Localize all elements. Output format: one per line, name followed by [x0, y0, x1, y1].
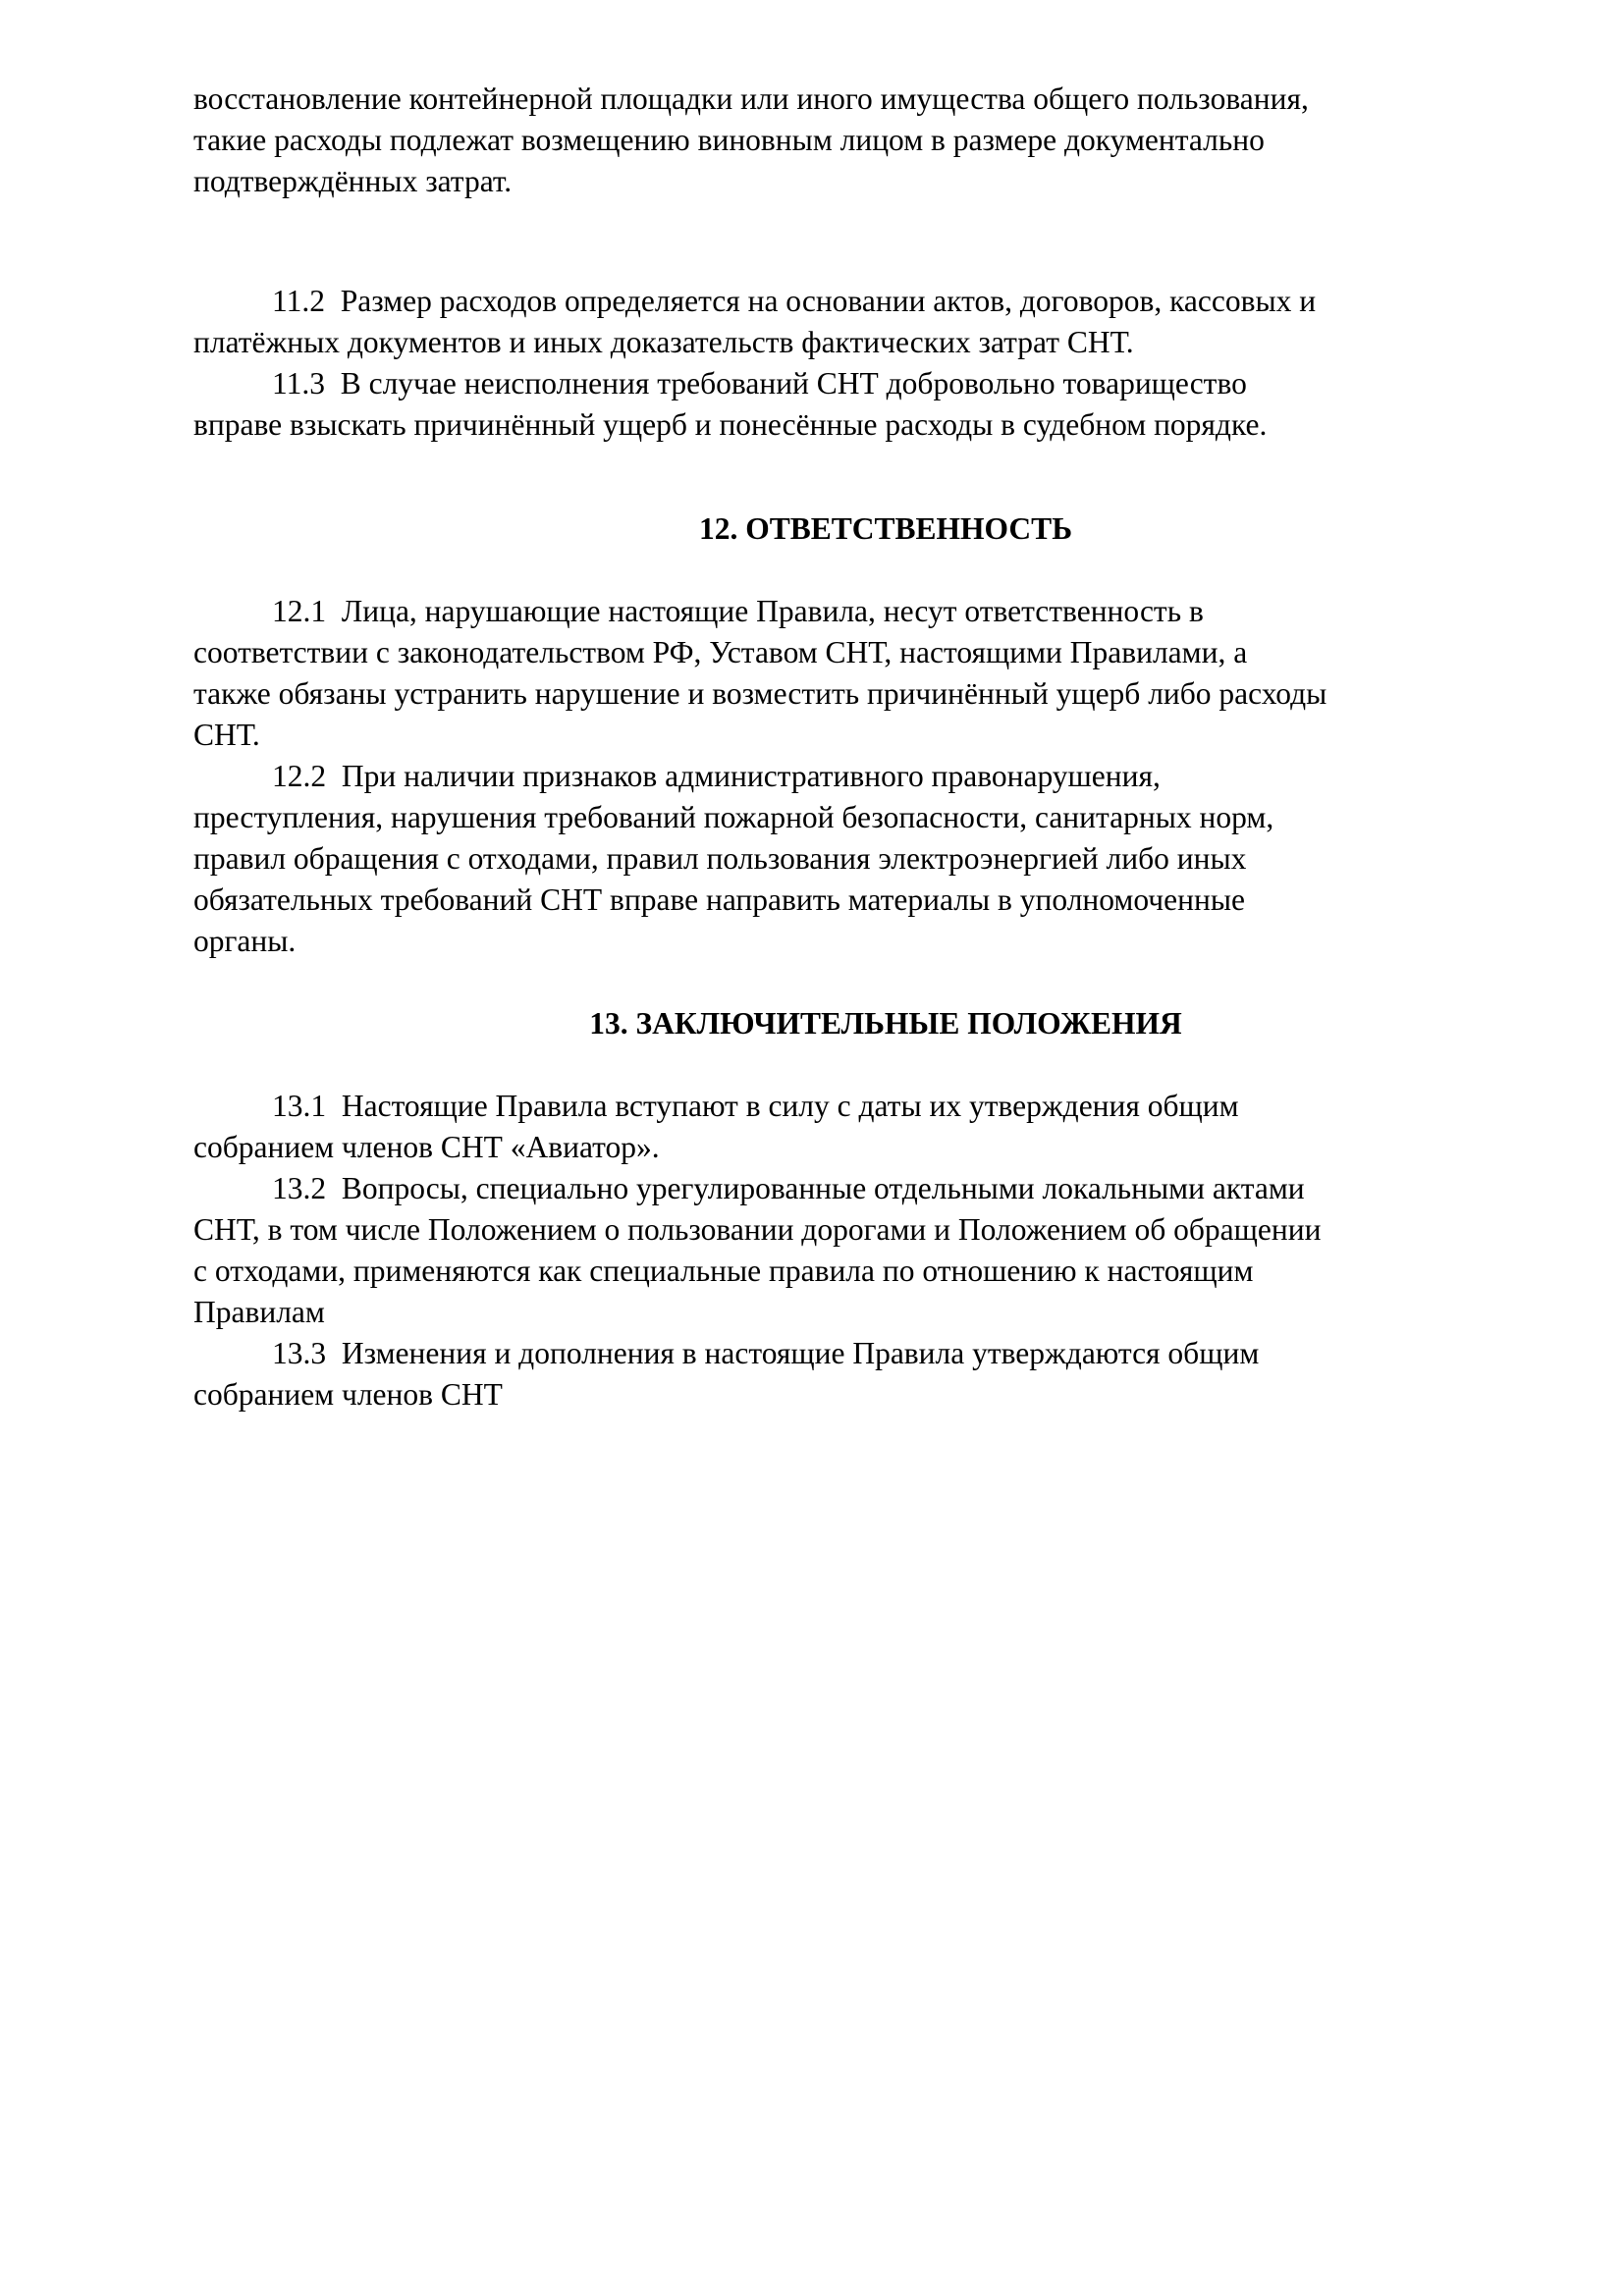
spacer: [193, 1044, 1578, 1086]
clause-11-3: [193, 363, 1578, 446]
paragraph-line: подтверждённых затрат.: [193, 164, 513, 198]
paragraph-line: с отходами, применяются как специальные правила по отношению к настоящим: [193, 1254, 1254, 1288]
clause-number: 12.2: [272, 759, 327, 793]
clause-13-1: [193, 1086, 1578, 1168]
spacer: [193, 202, 1578, 281]
paragraph-line: соответствии с законодательством РФ, Уставом СНТ, настоящими Правилами, а: [193, 635, 1248, 669]
clause-11-2: [193, 281, 1578, 363]
clause-text: Лица, нарушающие настоящие Правила, несут ответственность в: [341, 594, 1204, 628]
paragraph-line: СНТ, в том числе Положением о пользовании дорогами и Положением об обращении: [193, 1212, 1322, 1247]
paragraph-line: также обязаны устранить нарушение и возместить причинённый ущерб либо расходы: [193, 676, 1327, 711]
paragraph-line: платёжных документов и иных доказательств фактических затрат СНТ.: [193, 325, 1134, 359]
section-12-heading: 12. ОТВЕТСТВЕННОСТЬ: [698, 511, 1073, 546]
paragraph-line: правил обращения с отходами, правил пользования электроэнергией либо иных: [193, 841, 1247, 876]
clause-13-2: [193, 1168, 1578, 1333]
spacer: [193, 446, 1578, 508]
clause-text: Настоящие Правила вступают в силу с даты их утверждения общим: [341, 1089, 1239, 1123]
paragraph-line: органы.: [193, 924, 297, 958]
paragraph-line: вправе взыскать причинённый ущерб и понесённые расходы в судебном порядке.: [193, 407, 1268, 442]
intro-continuation-paragraph: [193, 79, 1578, 202]
clause-first-line: [193, 756, 1578, 797]
clause-number: 11.3: [272, 366, 325, 400]
section-13-heading: 13. ЗАКЛЮЧИТЕЛЬНЫЕ ПОЛОЖЕНИЯ: [589, 1006, 1182, 1041]
clause-first-line: [193, 1168, 1578, 1209]
clause-number: 13.3: [272, 1336, 327, 1370]
clause-text: Изменения и дополнения в настоящие Правила утверждаются общим: [341, 1336, 1260, 1370]
paragraph-line: обязательных требований СНТ вправе направить материалы в уполномоченные: [193, 882, 1245, 917]
clause-first-line: [193, 1333, 1578, 1374]
spacer: [193, 962, 1578, 1003]
clause-text: Вопросы, специально урегулированные отдельными локальными актами: [341, 1171, 1305, 1205]
clause-12-1: [193, 591, 1578, 756]
clause-text: При наличии признаков административного правонарушения,: [341, 759, 1161, 793]
paragraph-line: собранием членов СНТ: [193, 1377, 503, 1412]
clause-12-2: [193, 756, 1578, 962]
paragraph-line: собранием членов СНТ «Авиатор».: [193, 1130, 660, 1164]
clause-13-3: [193, 1333, 1578, 1415]
clause-first-line: [193, 1086, 1578, 1127]
clause-number: 11.2: [272, 284, 325, 318]
document-page: [193, 79, 1578, 1415]
clause-text: В случае неисполнения требований СНТ добровольно товарищество: [340, 366, 1247, 400]
spacer: [193, 550, 1578, 591]
clause-text: Размер расходов определяется на основании актов, договоров, кассовых и: [340, 284, 1317, 318]
clause-first-line: [193, 363, 1578, 404]
clause-number: 13.1: [272, 1089, 327, 1123]
clause-first-line: [193, 281, 1578, 322]
paragraph-line: Правилам: [193, 1295, 325, 1329]
paragraph-line: восстановление контейнерной площадки или иного имущества общего пользования,: [193, 81, 1309, 116]
paragraph-line: преступления, нарушения требований пожарной безопасности, санитарных норм,: [193, 800, 1274, 834]
paragraph-line: СНТ.: [193, 718, 260, 752]
clause-first-line: [193, 591, 1578, 632]
paragraph-line: такие расходы подлежат возмещению виновным лицом в размере документально: [193, 123, 1265, 157]
clause-number: 12.1: [272, 594, 327, 628]
clause-number: 13.2: [272, 1171, 327, 1205]
